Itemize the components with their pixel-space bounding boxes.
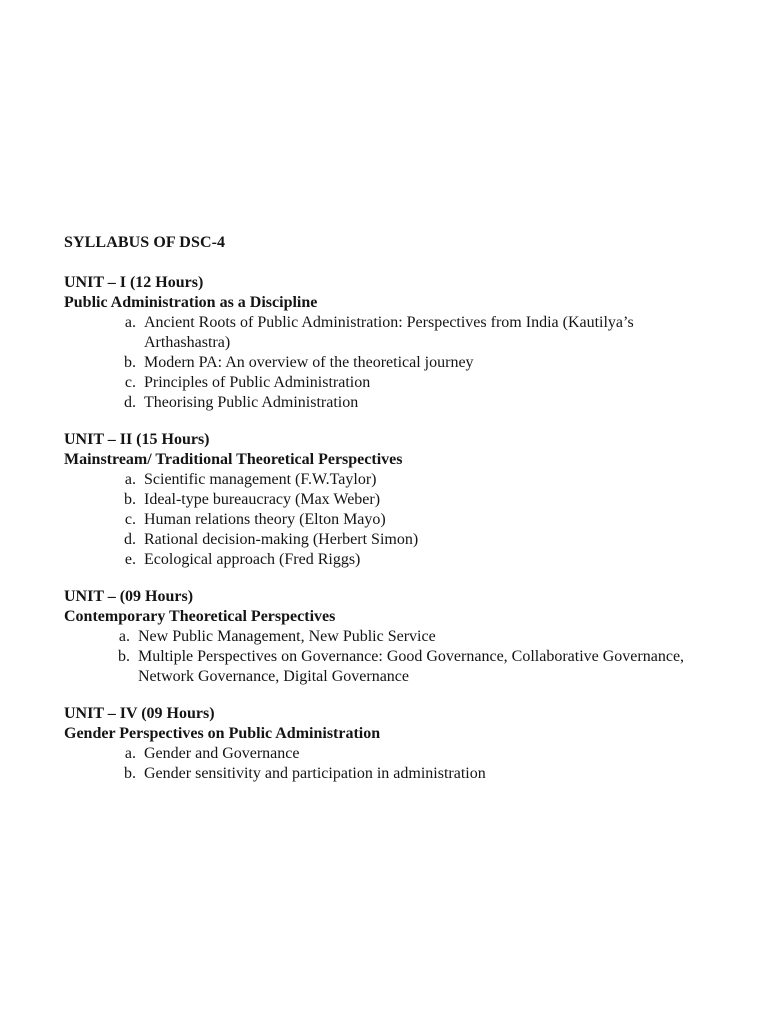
list-marker: b. <box>124 354 136 371</box>
topic-list <box>109 470 744 570</box>
list-marker: d. <box>124 394 136 411</box>
list-item <box>109 530 744 550</box>
list-item-text: Theorising Public Administration <box>144 394 359 411</box>
list-marker: e. <box>124 551 136 568</box>
unit-section-2 <box>64 430 744 570</box>
list-marker: b. <box>118 648 130 665</box>
list-marker: d. <box>124 531 136 548</box>
topic-list <box>109 313 744 413</box>
topic-list <box>103 627 744 687</box>
list-item <box>109 313 744 353</box>
list-item <box>109 373 744 393</box>
unit-section-3 <box>64 587 744 687</box>
list-item <box>109 744 744 764</box>
unit-subtitle: Mainstream/ Traditional Theoretical Perspectives <box>64 451 403 468</box>
list-marker: c. <box>124 374 136 391</box>
list-item-text: Principles of Public Administration <box>144 374 371 391</box>
syllabus-document <box>64 233 744 801</box>
list-item-text: Human relations theory (Elton Mayo) <box>144 511 386 528</box>
list-item-text: Ancient Roots of Public Administration: Perspectives from India (Kautilya’s Arthashastra) <box>144 314 634 351</box>
list-item-text: Modern PA: An overview of the theoretical journey <box>144 354 474 371</box>
list-item-text: Gender sensitivity and participation in administration <box>144 765 486 782</box>
list-item-text: Ecological approach (Fred Riggs) <box>144 551 361 568</box>
list-item <box>109 490 744 510</box>
document-title: SYLLABUS OF DSC-4 <box>64 234 226 251</box>
list-marker: a. <box>118 628 130 645</box>
unit-subtitle: Gender Perspectives on Public Administration <box>64 725 381 742</box>
list-marker: a. <box>124 745 136 762</box>
list-item-text: Multiple Perspectives on Governance: Good Governance, Collaborative Governance, Network Governance, Digital Governance <box>138 648 685 685</box>
unit-heading: UNIT – IV (09 Hours) <box>64 705 215 722</box>
list-item-text: Gender and Governance <box>144 745 300 762</box>
unit-subtitle: Contemporary Theoretical Perspectives <box>64 608 336 625</box>
unit-heading: UNIT – (09 Hours) <box>64 588 194 605</box>
list-item-text: Scientific management (F.W.Taylor) <box>144 471 377 488</box>
list-item <box>109 393 744 413</box>
unit-section-1 <box>64 273 744 413</box>
list-marker: c. <box>124 511 136 528</box>
unit-subtitle: Public Administration as a Discipline <box>64 294 318 311</box>
list-item-text: Ideal-type bureaucracy (Max Weber) <box>144 491 381 508</box>
list-item <box>109 353 744 373</box>
list-marker: b. <box>124 765 136 782</box>
unit-heading: UNIT – I (12 Hours) <box>64 274 204 291</box>
list-item <box>109 470 744 490</box>
list-marker: a. <box>124 471 136 488</box>
topic-list <box>109 744 744 784</box>
list-item <box>103 647 744 687</box>
list-item-text: New Public Management, New Public Service <box>138 628 436 645</box>
list-item <box>109 550 744 570</box>
list-item <box>103 627 744 647</box>
list-item <box>109 764 744 784</box>
unit-section-4 <box>64 704 744 784</box>
list-marker: a. <box>124 314 136 331</box>
list-item-text: Rational decision-making (Herbert Simon) <box>144 531 419 548</box>
list-item <box>109 510 744 530</box>
unit-heading: UNIT – II (15 Hours) <box>64 431 210 448</box>
list-marker: b. <box>124 491 136 508</box>
